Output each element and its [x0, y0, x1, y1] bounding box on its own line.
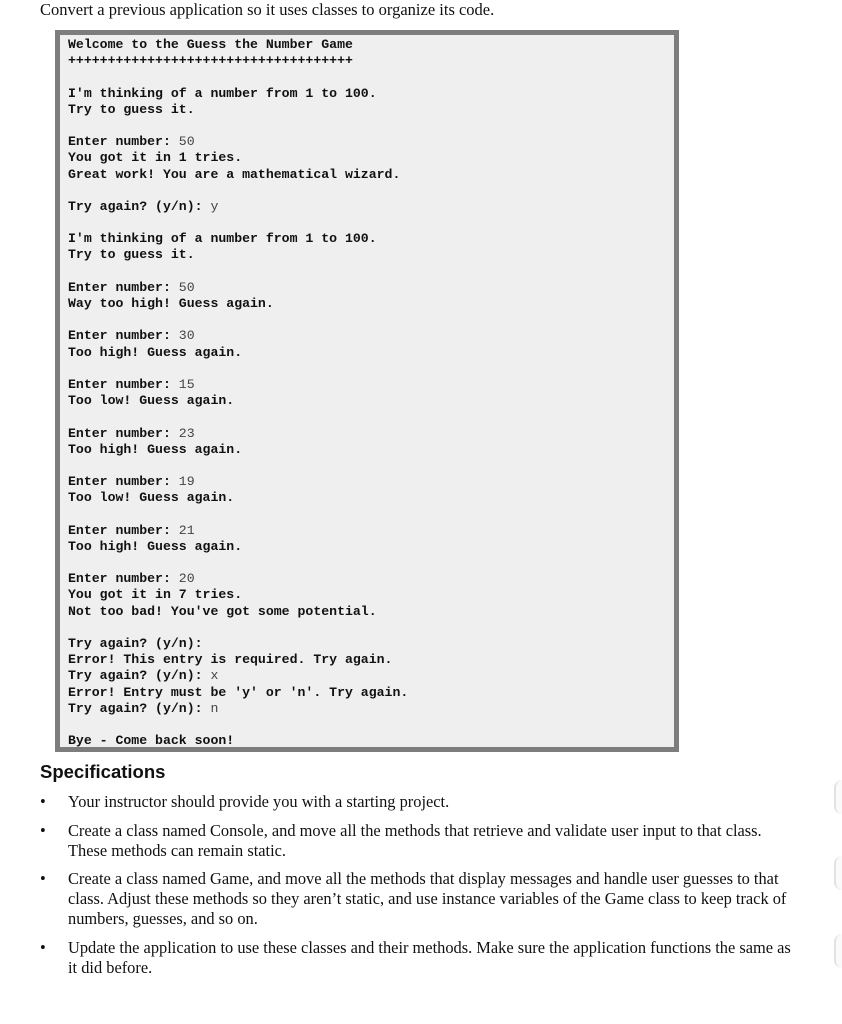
console-line-text: ++++++++++++++++++++++++++++++++++++	[68, 53, 353, 69]
bullet-icon: •	[40, 937, 46, 957]
console-line	[68, 685, 408, 701]
page-edge-mark	[834, 856, 842, 890]
console-line-text: Enter number:	[68, 328, 179, 344]
console-line-text: Enter number:	[68, 522, 179, 538]
console-line	[68, 264, 408, 280]
specification-text: Update the application to use these classes and their methods. Make sure the application functions the same as it did before.	[68, 937, 791, 977]
console-line-text: Enter number:	[68, 279, 179, 295]
console-line	[68, 118, 408, 134]
console-line-text: You got it in 7 tries.	[68, 587, 243, 603]
console-line	[68, 636, 408, 652]
specification-text: Create a class named Game, and move all the methods that display messages and handle user guesses to that class. Adjust these methods so they aren’t static, and use instance variables of the Game class to keep track of numbers, guesses, and so on.	[68, 869, 787, 928]
console-line	[68, 604, 408, 620]
console-line	[68, 134, 408, 150]
bullet-icon: •	[40, 820, 46, 840]
console-line-text: Too low! Guess again.	[68, 393, 235, 409]
specification-item	[40, 821, 800, 861]
console-line-text: Try to guess it.	[68, 247, 195, 263]
console-line	[68, 409, 408, 425]
bullet-icon: •	[40, 792, 46, 811]
console-line	[68, 587, 408, 603]
console-line	[68, 377, 408, 393]
console-line	[68, 555, 408, 571]
console-line	[68, 69, 408, 85]
console-line	[68, 150, 408, 166]
console-line	[68, 361, 408, 377]
console-line-text: Try again? (y/n):	[68, 700, 211, 716]
console-line	[68, 458, 408, 474]
specification-item	[40, 792, 800, 812]
console-line-text: Too high! Guess again.	[68, 538, 243, 554]
intro-text: Convert a previous application so it uses classes to organize its code.	[40, 0, 495, 19]
console-line-text: Enter number:	[68, 376, 179, 392]
console-line	[68, 490, 408, 506]
console-line-text: Not too bad! You've got some potential.	[68, 603, 377, 619]
console-line-text: Try to guess it.	[68, 101, 195, 117]
console-line	[68, 701, 408, 717]
console-line-text: Error! This entry is required. Try again.	[68, 652, 393, 668]
console-line	[68, 523, 408, 539]
console-line-text: Great work! You are a mathematical wizard.	[68, 166, 401, 182]
specifications-list	[40, 792, 800, 986]
console-user-input: 15	[178, 376, 195, 392]
console-line-text: Try again? (y/n):	[68, 668, 211, 684]
console-line-text: I'm thinking of a number from 1 to 100.	[68, 85, 377, 101]
console-line-text: Enter number:	[68, 571, 179, 587]
console-line-text: Enter number:	[68, 425, 179, 441]
console-line	[68, 86, 408, 102]
console-output-lines	[68, 37, 408, 749]
console-line	[68, 231, 408, 247]
page-edge-mark	[834, 934, 842, 968]
console-line	[68, 571, 408, 587]
console-line-text: Enter number:	[68, 474, 179, 490]
console-line	[68, 668, 408, 684]
console-line	[68, 620, 408, 636]
specification-item	[40, 869, 800, 928]
console-user-input: 23	[178, 425, 195, 441]
console-user-input: 21	[178, 522, 195, 538]
console-user-input: n	[210, 700, 219, 716]
console-line	[68, 328, 408, 344]
console-line-text: Bye - Come back soon!	[68, 733, 235, 749]
console-line-text: Too high! Guess again.	[68, 344, 243, 360]
specifications-heading: Specifications	[40, 761, 166, 782]
console-line	[68, 312, 408, 328]
console-line	[68, 167, 408, 183]
console-line-text: You got it in 1 tries.	[68, 150, 243, 166]
console-line-text: Enter number:	[68, 134, 179, 150]
specification-text: Your instructor should provide you with a starting project.	[68, 792, 450, 811]
console-line	[68, 183, 408, 199]
console-line	[68, 102, 408, 118]
console-line-text: Too high! Guess again.	[68, 441, 243, 457]
console-line	[68, 506, 408, 522]
console-line	[68, 37, 408, 53]
console-line	[68, 345, 408, 361]
console-line	[68, 280, 408, 296]
console-line	[68, 426, 408, 442]
console-line-text: Way too high! Guess again.	[68, 296, 274, 311]
console-line-text: Try again? (y/n):	[68, 635, 203, 651]
bullet-icon: •	[40, 869, 46, 889]
console-line	[68, 474, 408, 490]
console-line-text: Error! Entry must be 'y' or 'n'. Try again.	[68, 684, 409, 700]
console-line	[68, 442, 408, 458]
console-line	[68, 652, 408, 668]
console-line	[68, 717, 408, 733]
console-user-input: 50	[178, 279, 195, 295]
console-line	[68, 296, 408, 312]
console-line-text: I'm thinking of a number from 1 to 100.	[68, 231, 377, 247]
console-line	[68, 539, 408, 555]
specification-text: Create a class named Console, and move all the methods that retrieve and validate user input to that class. These methods can remain static.	[68, 820, 762, 860]
console-line	[68, 215, 408, 231]
console-user-input: 50	[178, 134, 195, 150]
console-line-text: Welcome to the Guess the Number Game	[68, 37, 353, 52]
console-line	[68, 247, 408, 263]
console-user-input: 20	[178, 571, 195, 587]
console-user-input: 19	[178, 474, 195, 490]
console-line-text: Try again? (y/n):	[68, 198, 211, 214]
console-line-text: Too low! Guess again.	[68, 490, 235, 506]
console-line	[68, 733, 408, 749]
console-user-input: 30	[178, 328, 195, 344]
console-user-input: y	[210, 198, 219, 214]
console-line	[68, 199, 408, 215]
page-edge-mark	[834, 780, 842, 814]
console-line	[68, 53, 408, 69]
console-line	[68, 393, 408, 409]
console-user-input: x	[210, 668, 219, 684]
specification-item	[40, 938, 800, 978]
